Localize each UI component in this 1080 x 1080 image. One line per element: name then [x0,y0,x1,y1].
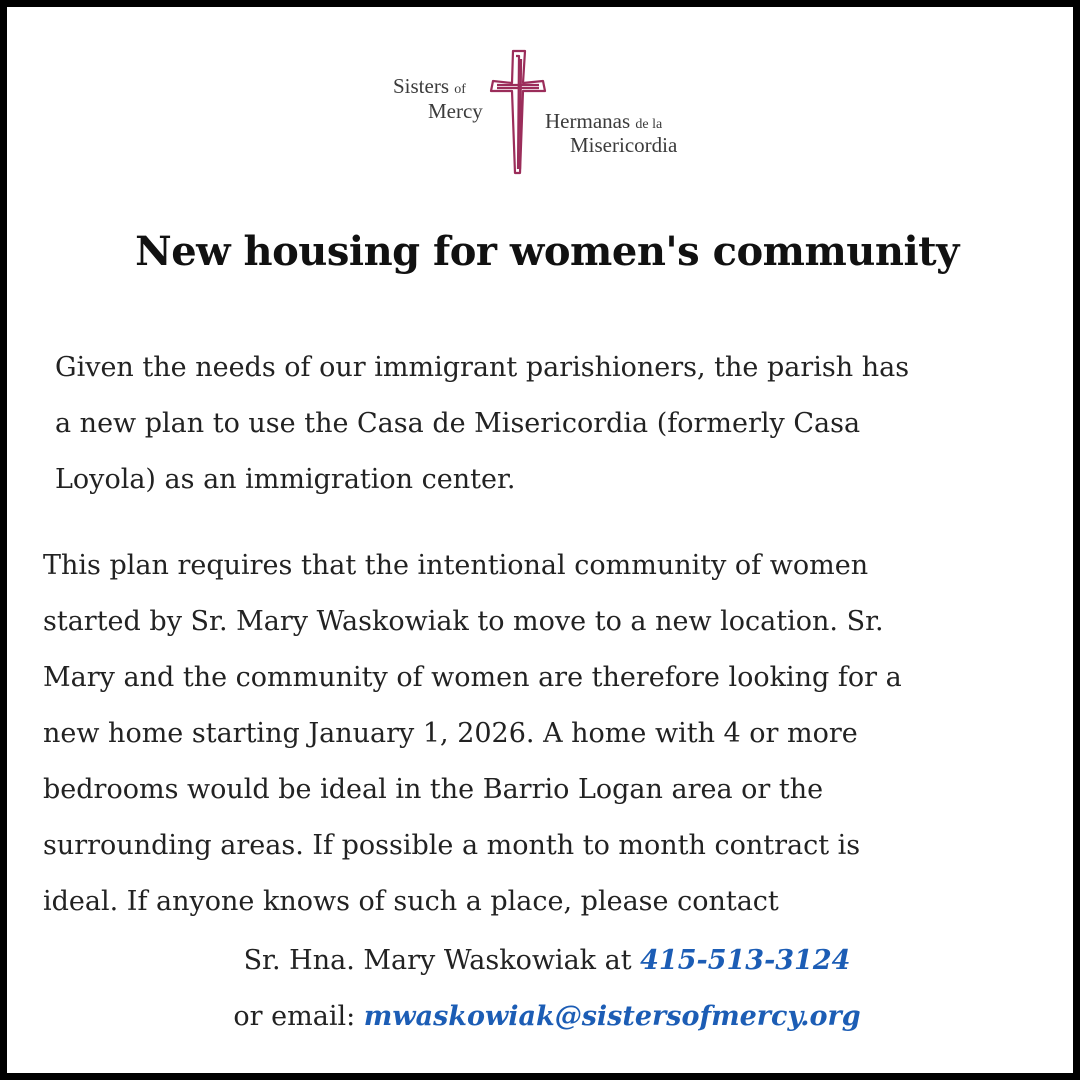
paragraph-line: surrounding areas. If possible a month to month contract is [43,830,861,861]
contact-email-line [7,989,1080,1045]
email-link[interactable]: mwaskowiak@sistersofmercy.org [363,1001,861,1032]
phone-link[interactable]: 415-513-3124 [640,945,851,976]
logo-sisters-text: Sisters of [393,74,466,98]
sisters-of-mercy-logo [385,47,725,179]
paragraph-line: started by Sr. Mary Waskowiak to move to a new location. Sr. [43,606,884,637]
paragraph-line: a new plan to use the Casa de Misericordia (formerly Casa [55,408,861,439]
paragraph-line: Mary and the community of women are therefore looking for a [43,662,902,693]
details-paragraph [43,538,902,930]
contact-phone-line [7,933,1080,989]
paragraph-line: new home starting January 1, 2026. A home with 4 or more [43,718,858,749]
intro-paragraph [55,340,909,508]
paragraph-line: Loyola) as an immigration center. [55,464,516,495]
cross-icon [485,47,551,179]
page-title: New housing for women's community [135,228,959,275]
paragraph-line: This plan requires that the intentional community of women [43,550,869,581]
paragraph-line: ideal. If anyone knows of such a place, please contact [43,886,779,917]
contact-name-text: Sr. Hna. Mary Waskowiak at [243,945,641,976]
paragraph-line: Given the needs of our immigrant parishioners, the parish has [55,352,910,383]
email-prefix-text: or email: [233,1001,364,1032]
logo-hermanas-text: Hermanas de la [545,109,663,133]
logo-mercy-text: Mercy [428,99,483,123]
logo-misericordia-text: Misericordia [570,133,678,157]
paragraph-line: bedrooms would be ideal in the Barrio Logan area or the [43,774,824,805]
